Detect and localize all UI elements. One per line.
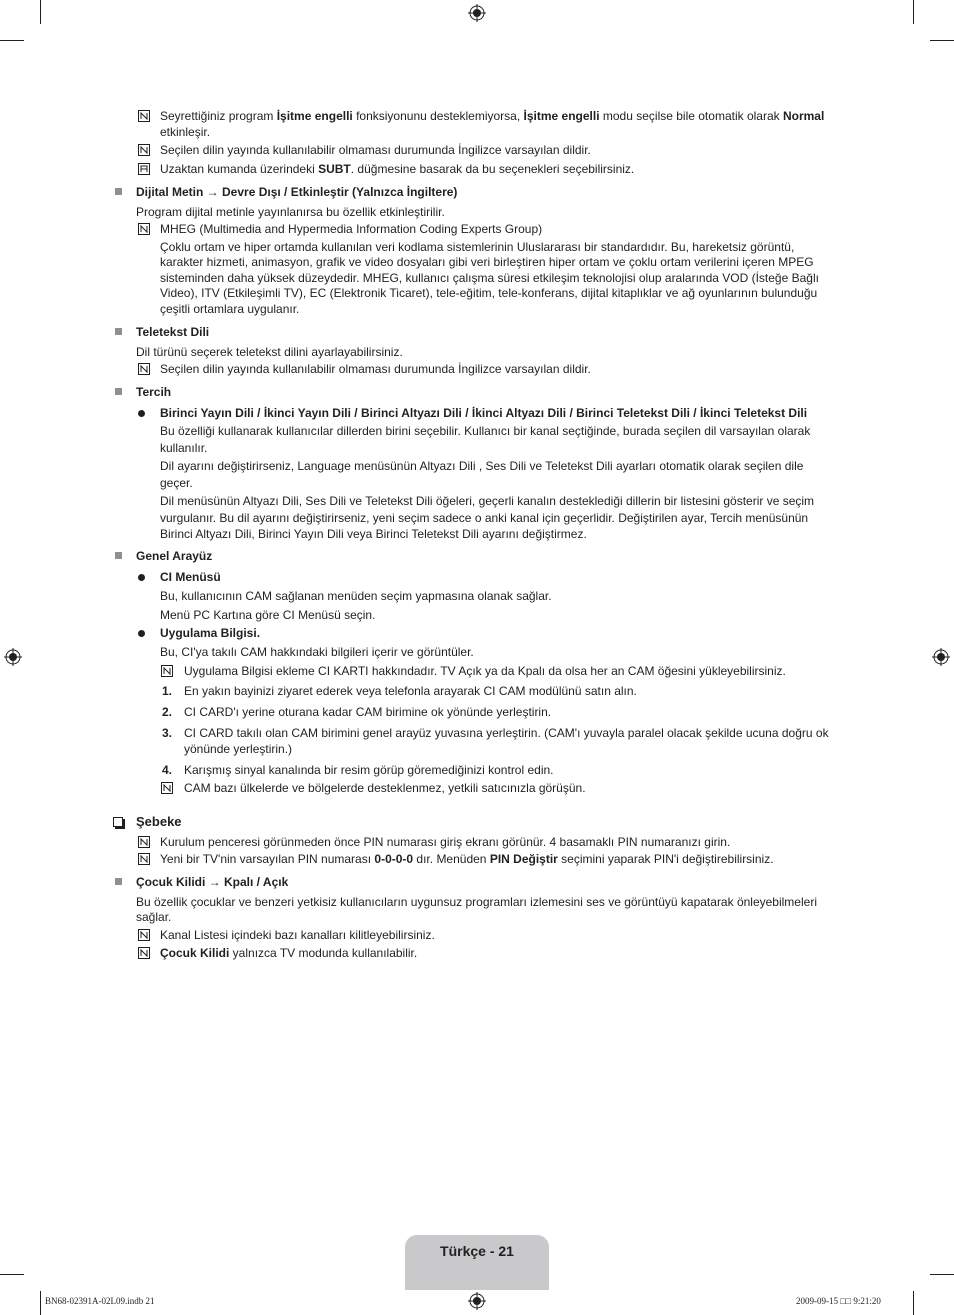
bullet-heading: CI Menüsü bbox=[160, 570, 221, 584]
crop-mark bbox=[930, 1274, 954, 1275]
note-text: Uygulama Bilgisi ekleme CI KARTI hakkındadır. TV Açık ya da Kpalı da olsa her an CAM öğesini yükleyebilirsiniz. bbox=[184, 664, 786, 678]
crop-mark bbox=[913, 0, 914, 24]
section-heading: Genel Arayüz bbox=[136, 549, 213, 563]
step-number: 4. bbox=[162, 763, 173, 777]
bullet-dot bbox=[138, 410, 145, 417]
paragraph-line: Bu, kullanıcının CAM sağlanan menüden seçim yapmasına olanak sağlar. bbox=[160, 589, 552, 603]
note-text: etkinleşir. bbox=[160, 125, 211, 139]
note-text: Seçilen dilin yayında kullanılabilir olmaması durumunda İngilizce varsayılan dildir. bbox=[160, 143, 591, 157]
crop-mark bbox=[930, 40, 954, 41]
paragraph-line: Dil ayarını değiştirirseniz, Language menüsünün Altyazı Dili , Ses Dili ve Teletekst Dili ayarları otomatik olarak seçilen dile bbox=[160, 459, 804, 473]
note-text: Kurulum penceresi görünmeden önce PIN numarası giriş ekranı görünür. 4 basamaklı PIN numaranızı girin. bbox=[160, 835, 731, 849]
registration-mark-icon bbox=[4, 648, 22, 666]
section-heading: Dijital Metin → Devre Dışı / Etkinleştir (Yalnızca İngiltere) bbox=[136, 185, 458, 199]
section-heading: Tercih bbox=[136, 385, 172, 399]
step-text: Karışmış sinyal kanalında bir resim görüp göremediğinizi kontrol edin. bbox=[184, 763, 554, 777]
note-icon bbox=[138, 144, 150, 156]
paragraph-line: sisteminden daha yüksek düzeydedir. MHEG, kullanıcı çalışma süresi etkileşim teknolojisi olup aralarında VOD (İsteğe Bağlı bbox=[160, 271, 819, 285]
paragraph: Program dijital metinle yayınlanırsa bu özellik etkinleştirilir. bbox=[136, 205, 445, 219]
bullet-heading: Uygulama Bilgisi. bbox=[160, 626, 261, 640]
paragraph-line: Video), ITV (Etkileşimli TV), EC (Elektronik Ticaret), tele-eğitim, tele-konferans, dijital kitaplıklar ve ağ oyunlarının bulunduğu bbox=[160, 286, 818, 300]
note-text: Seçilen dilin yayında kullanılabilir olmaması durumunda İngilizce varsayılan dildir. bbox=[160, 362, 591, 376]
note-text: Yeni bir TV'nin varsayılan PIN numarası 0-0-0-0 dır. Menüden PIN Değiştir seçimini yaparak PIN'i değiştirebilirsiniz. bbox=[160, 852, 774, 866]
step-number: 3. bbox=[162, 726, 173, 740]
note-text: Seyrettiğiniz program İşitme engelli fonksiyonunu desteklemiyorsa, İşitme engelli modu seçilse bile otomatik olarak Normal bbox=[160, 109, 825, 123]
note-icon bbox=[138, 110, 150, 122]
paragraph-line: çeşitli ortamlara uygulanır. bbox=[160, 302, 300, 316]
paragraph-line: Menü PC Kartına göre CI Menüsü seçin. bbox=[160, 608, 376, 622]
page-number: Türkçe - 21 bbox=[440, 1243, 514, 1259]
bullet-dot bbox=[138, 574, 145, 581]
note-icon bbox=[138, 363, 150, 375]
crop-mark bbox=[0, 40, 24, 41]
paragraph-line: Bu özellik çocuklar ve benzeri yetkisiz kullanıcıların uygunsuz programları izlemesini ses ve görüntüyü kapatarak önleyebilmeleri bbox=[136, 895, 817, 909]
print-timestamp: 2009-09-15 □□ 9:21:20 bbox=[796, 1296, 881, 1306]
paragraph-line: karakter hizmeti, animasyon, grafik ve video dosyaları gibi veri birleştiren hiper ortam ve çoklu ortam verilerini içeren MPEG bbox=[160, 255, 814, 269]
paragraph-line: geçer. bbox=[160, 476, 193, 490]
registration-mark-icon bbox=[932, 648, 950, 666]
print-file-info: BN68-02391A-02L09.indb 21 bbox=[45, 1296, 155, 1306]
section-title: Şebeke bbox=[136, 814, 182, 829]
paragraph-line: vurgulanır. Bu dil ayarını değiştirirseniz, yeni seçim sadece o anki kanal için geçerlidir. Değiştirilen ayar, Tercih menüsünün bbox=[160, 511, 809, 525]
note-text: Çocuk Kilidi yalnızca TV modunda kullanılabilir. bbox=[160, 946, 418, 960]
note-icon bbox=[138, 836, 150, 848]
paragraph-line: Bu, CI'ya takılı CAM hakkındaki bilgileri içerir ve görüntüler. bbox=[160, 645, 474, 659]
section-bullet bbox=[115, 878, 122, 885]
crop-mark bbox=[913, 1291, 914, 1315]
bullet-heading: Birinci Yayın Dili / İkinci Yayın Dili / Birinci Altyazı Dili / İkinci Altyazı Dili / Birinci Teletekst Dili / İkinci Teletekst Dili bbox=[160, 406, 808, 420]
paragraph-line: Birinci Altyazı Dili, Birinci Yayın Dili veya Birinci Teletekst Dili ayarını değiştirmez. bbox=[160, 527, 587, 541]
crop-mark bbox=[40, 1291, 41, 1315]
step-text: CI CARD takılı olan CAM birimini genel arayüz yuvasına yerleştirin. (CAM'ı yuvayla paralel olacak şekilde ucuna doğru ok bbox=[184, 726, 829, 740]
note-icon bbox=[138, 947, 150, 959]
step-number: 1. bbox=[162, 684, 173, 698]
step-number: 2. bbox=[162, 705, 173, 719]
bullet-dot bbox=[138, 630, 145, 637]
note-icon bbox=[138, 223, 150, 235]
section-checkbox-icon bbox=[113, 817, 123, 827]
section-bullet bbox=[115, 388, 122, 395]
registration-mark-icon bbox=[468, 1292, 486, 1310]
section-bullet bbox=[115, 552, 122, 559]
note-icon bbox=[161, 665, 173, 677]
note-icon bbox=[138, 929, 150, 941]
paragraph-line: sağlar. bbox=[136, 910, 172, 924]
step-text: En yakın bayinizi ziyaret ederek veya telefonla arayarak CI CAM modülünü satın alın. bbox=[184, 684, 637, 698]
crop-mark bbox=[0, 1274, 24, 1275]
paragraph-line: Çoklu ortam ve hiper ortamda kullanılan veri kodlama sistemlerinin Uluslararası bir standardıdır. Bu, hareketsiz görüntü, bbox=[160, 240, 795, 254]
step-text: CI CARD'ı yerine oturana kadar CAM birimine ok yönünde yerleştirin. bbox=[184, 705, 552, 719]
note-text: CAM bazı ülkelerde ve bölgelerde desteklenmez, yetkili satıcınızla görüşün. bbox=[184, 781, 586, 795]
section-heading: Çocuk Kilidi → Kpalı / Açık bbox=[136, 875, 289, 889]
step-text: yönünde yerleştirin.) bbox=[184, 742, 293, 756]
paragraph-line: Bu özelliği kullanarak kullanıcılar dillerden birini seçebilir. Kullanıcı bir kanal seçtiğinde, burada seçilen dil varsayılan olarak bbox=[160, 424, 811, 438]
note-text: Uzaktan kumanda üzerindeki SUBT. düğmesine basarak da bu seçenekleri seçebilirsiniz. bbox=[160, 162, 635, 176]
note-icon bbox=[161, 782, 173, 794]
section-bullet bbox=[115, 328, 122, 335]
section-bullet bbox=[115, 188, 122, 195]
paragraph-line: Dil menüsünün Altyazı Dili, Ses Dili ve Teletekst Dili öğeleri, geçerli kanalın desteklediği dillerin bir listesini gösterir ve seçim bbox=[160, 494, 815, 508]
paragraph: Dil türünü seçerek teletekst dilini ayarlayabilirsiniz. bbox=[136, 345, 403, 359]
crop-mark bbox=[40, 0, 41, 24]
section-heading: Teletekst Dili bbox=[136, 325, 210, 339]
note-text: MHEG (Multimedia and Hypermedia Information Coding Experts Group) bbox=[160, 222, 543, 236]
note-icon bbox=[138, 853, 150, 865]
note-text: Kanal Listesi içindeki bazı kanalları kilitleyebilirsiniz. bbox=[160, 928, 435, 942]
paragraph-line: kullanılır. bbox=[160, 441, 208, 455]
remote-note-icon bbox=[138, 163, 150, 175]
registration-mark-icon bbox=[468, 4, 486, 22]
